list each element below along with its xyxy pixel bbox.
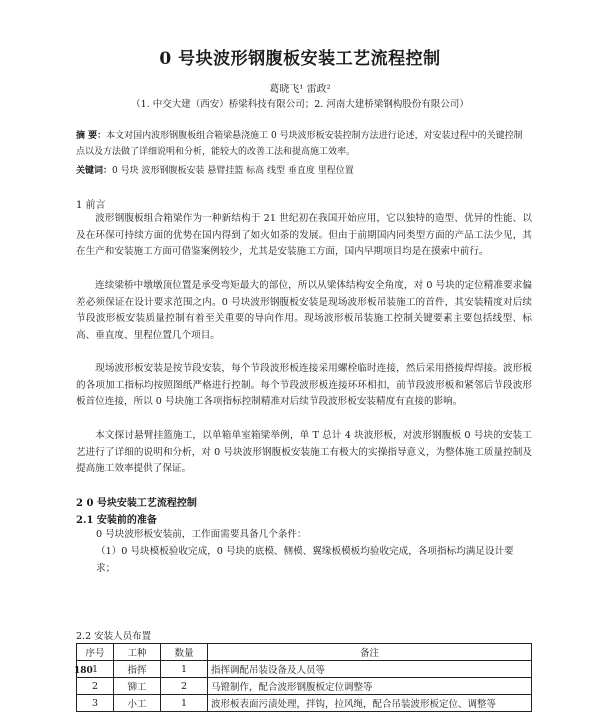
table-header: 备注 [208,644,532,661]
page-number: 180 [74,666,93,676]
authors: 葛晓飞¹ 雷政² [269,84,331,95]
table-row [77,695,532,712]
table-cell: 1 [161,661,208,678]
table-cell: 3 [77,695,114,712]
subsection-heading: 2.1 安装前的准备 [76,515,157,526]
keywords-text: 0 号块 波形钢腹板安装 悬臂挂篮 标高 线型 垂直度 里程位置 [112,166,354,176]
paragraph [76,361,532,411]
table-cell: 1 [77,661,114,678]
table-cell: 小工 [114,695,161,712]
table-cell: 1 [161,695,208,712]
table-cell: 指挥 [114,661,161,678]
list-item: （1）0 号块模板验收完成，0 号块的底模、侧模、翼缘板模板均验收完成，各项指标均满足设计要求； [96,546,514,574]
table-cell: 波形板表面污渍处理，拌钩，拉风绳，配合吊装波形板定位、调整等 [208,695,532,712]
table-cell: 马镫制作，配合波形钢腹板定位调整等 [208,678,532,695]
paragraph-text: 连续梁桥中墩墩顶位置是承受弯矩最大的部位，所以从梁体结构安全角度，对 0 号块的定位精准要求偏差必须保证在设计要求范围之内。0 号块波形钢腹板安装是现场波形板吊装施工的首件，其安装精度对后续节段波形板安装质量控制有着至关重要的导向作用。现场波形板吊装施工控制关键要素主要包括线型、标高、垂直度、里程位置几个项目。 [76,280,532,341]
staff-table [76,643,532,712]
keywords-label: 关键词： [76,166,113,176]
table-row [77,678,532,695]
subsection-heading: 2.2 安装人员布置 [76,631,152,642]
paragraph-text: 波形钢腹板组合箱梁作为一种新结构于 21 世纪初在我国开始应用，它以独特的造型、优异的性能、以及在环保可持续方面的优势在国内得到了如火如荼的发展。但由于前期国内同类型方面的产品工法少见，其在生产和安装施工方面可借鉴案例较少，尤其是安装施工方面，国内早期项目均是在摸索中前行。 [76,213,532,258]
section-heading: 2 0 号块安装工艺流程控制 [76,498,197,509]
paragraph [76,278,532,344]
table-cell: 2 [161,678,208,695]
paragraph-text: 0 号块波形板安装前，工作面需要具备几个条件： [96,529,307,540]
affiliation: （1. 中交大建（西安）桥梁科技有限公司；2. 河南大建桥梁钢构股份有限公司） [131,99,469,110]
paragraph-text: 本文探讨悬臂挂篮施工，以单箱单室箱梁举例，单 T 总计 4 块波形板，对波形钢腹板 0 号块的安装工艺进行了详细的说明和分析，对 0 号块波形钢腹板安装施工有极大的实操指导意义，为整体施工质量控制及提高施工效率提供了保证。 [76,430,532,475]
abstract [76,128,531,160]
table-header: 序号 [77,644,114,661]
table-header: 数量 [161,644,208,661]
paragraph [76,211,532,261]
paper-title: 0 号块波形钢腹板安装工艺流程控制 [159,49,441,69]
table-cell: 铆工 [114,678,161,695]
table-row [77,661,532,678]
abstract-label: 摘 要： [76,131,107,141]
table-cell: 指挥调配吊装设备及人员等 [208,661,532,678]
paragraph-text: 现场波形板安装是按节段安装，每个节段波形板连接采用螺栓临时连接，然后采用搭接焊焊接。波形板的各项加工指标均按照图纸严格进行控制。每个节段波形板连接环环相扣，前节段波形板和紧邻后节段波形板首位连接，所以 0 号块施工各项指标控制精准对后续节段波形板安装精度有直接的影响。 [76,363,532,408]
table-header: 工种 [114,644,161,661]
paragraph [76,428,532,478]
abstract-text: 本文对国内波形钢腹板组合箱梁悬浇施工 0 号块波形板安装控制方法进行论述，对安装过程中的关键控制点以及方法做了详细说明和分析，能较大的改善工法和提高施工效率。 [76,131,523,157]
table-cell: 2 [77,678,114,695]
section-heading-intro: 1 前言 [76,200,106,211]
keywords [76,163,531,176]
table-header-row [77,644,532,661]
